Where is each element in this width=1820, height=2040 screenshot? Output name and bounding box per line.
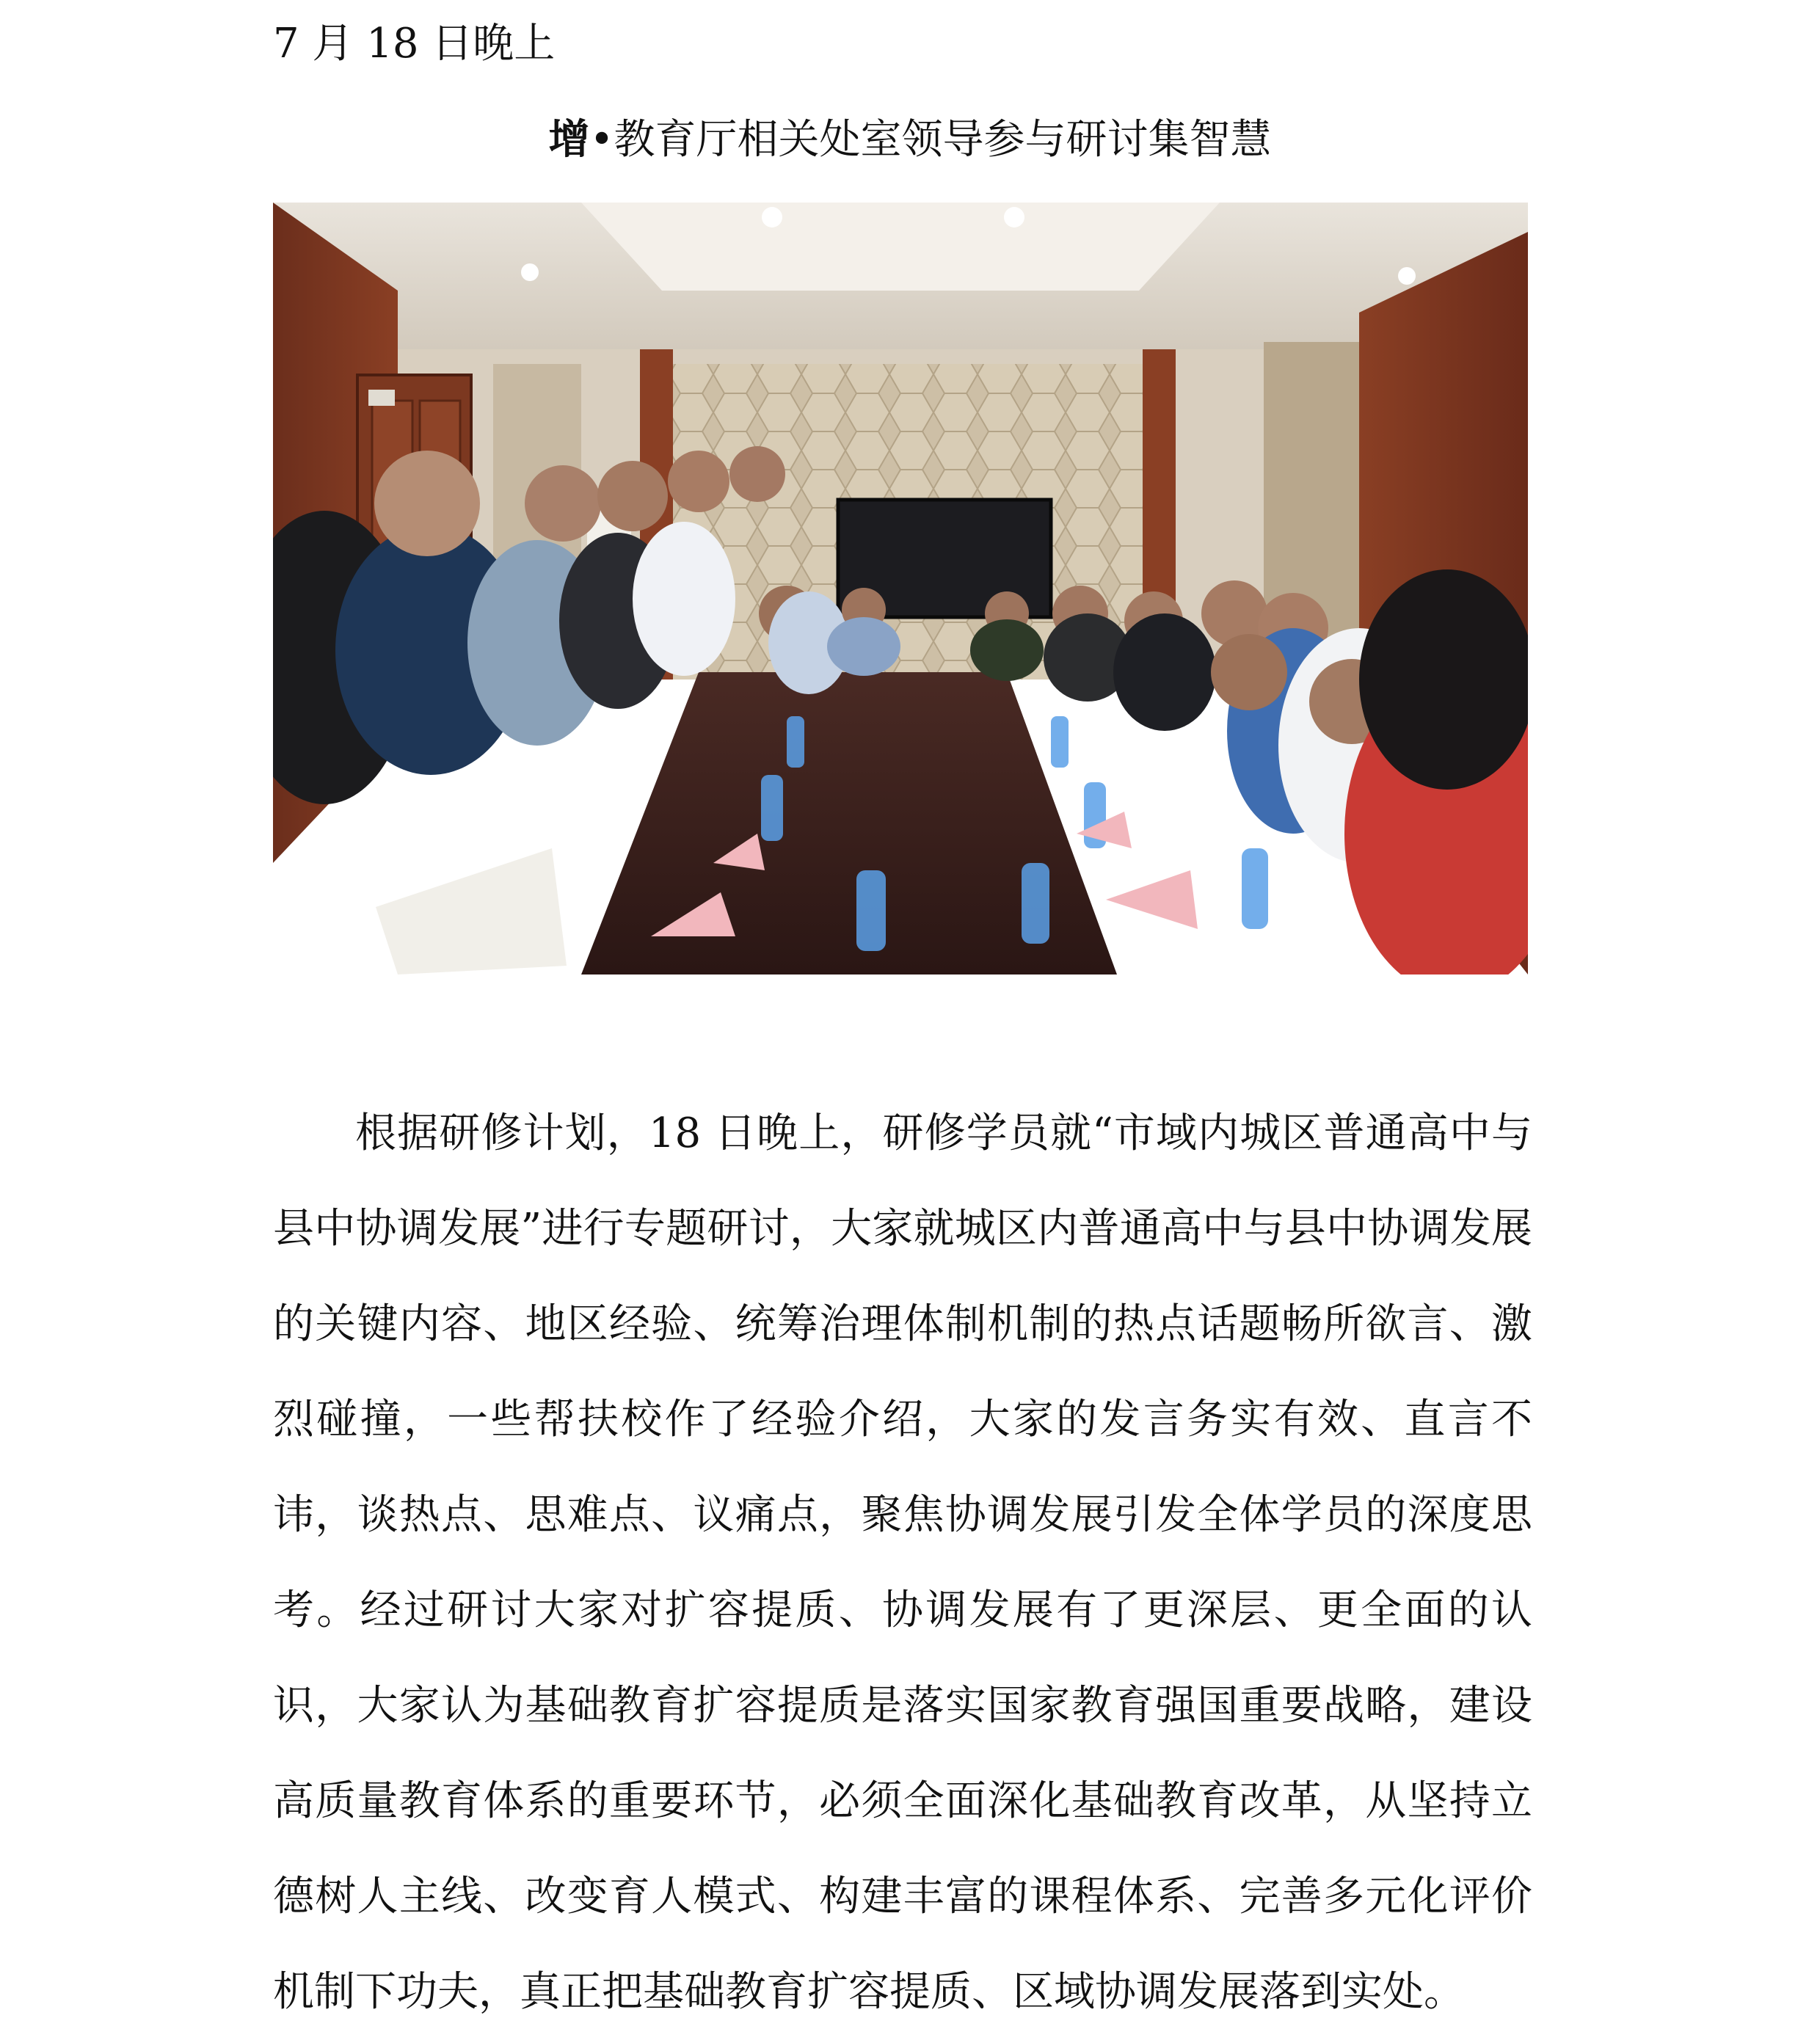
- article-paragraph: 根据研修计划，18 日晚上，研修学员就“市域内城区普通高中与县中协调发展”进行专题研讨，大家就城区内普通高中与县中协调发展的关键内容、地区经验、统筹治理体制机制的热点话题畅所欲言、激烈碰撞，一些帮扶校作了经验介绍，大家的发言务实有效、直言不讳，谈热点、思难点、议痛点，聚焦协调发展引发全体学员的深度思考。经过研讨大家对扩容提质、协调发展有了更深层、更全面的认识，大家认为基础教育扩容提质是落实国家教育强国重要战略，建设高质量教育体系的重要环节，必须全面深化基础教育改革，从坚持立德树人主线、改变育人模式、构建丰富的课程体系、完善多元化评价机制下功夫，真正把基础教育扩容提质、区域协调发展落到实处。: [273, 1110, 1532, 2016]
- section-title-separator: •: [589, 116, 614, 164]
- section-title-text: 教育厅相关处室领导参与研讨集智慧: [614, 116, 1272, 164]
- date-heading: 7 月 18 日晚上: [273, 20, 556, 68]
- section-title: [0, 110, 1820, 170]
- section-title-lead: 增: [548, 115, 590, 164]
- meeting-photo: [273, 203, 1528, 975]
